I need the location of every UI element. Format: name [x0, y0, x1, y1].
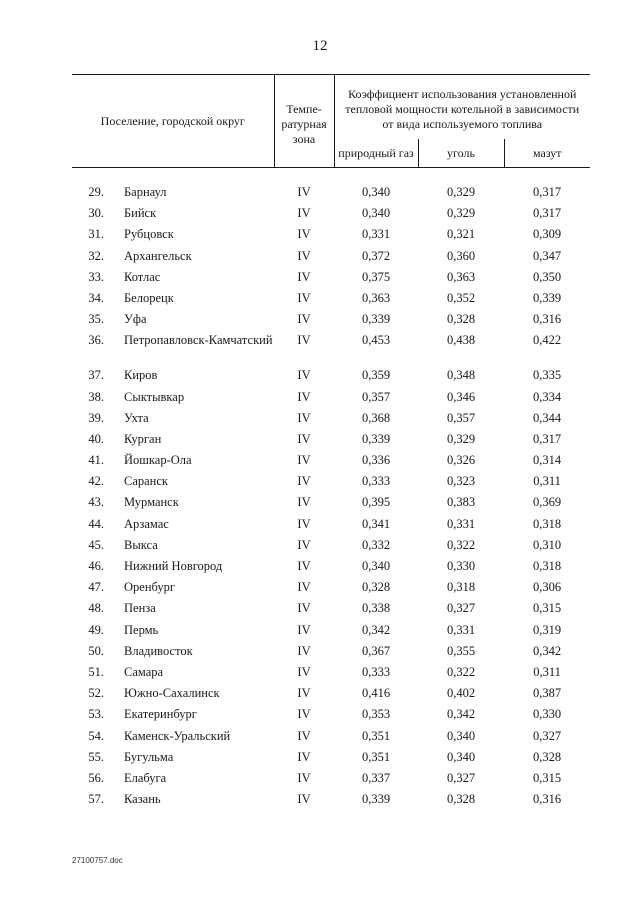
row-number: 45. [88, 537, 104, 552]
settlement-name: Уфа [124, 312, 147, 327]
row-number: 38. [88, 389, 104, 404]
coefficient-coal: 0,357 [446, 410, 476, 425]
temperature-zone: IV [297, 248, 311, 263]
table-row [72, 333, 590, 368]
row-number: 39. [88, 410, 104, 425]
coefficient-oil: 0,317 [532, 185, 562, 199]
row-number: 30. [88, 206, 104, 221]
settlement-name: Каменск-Уральский [124, 728, 231, 743]
settlement-name: Белорецк [124, 290, 174, 305]
row-number: 32. [88, 248, 104, 263]
coefficient-oil: 0,310 [532, 537, 562, 552]
page-number: 12 [312, 38, 328, 54]
temperature-zone: IV [297, 206, 311, 221]
row-number: 46. [88, 559, 104, 573]
settlement-name: Барнаул [124, 185, 167, 199]
row-number: 55. [88, 749, 104, 764]
header-temperature-zone: Темпе-ратурная зона [274, 75, 334, 168]
table-row [72, 411, 590, 432]
table-row [72, 665, 590, 686]
row-number: 54. [88, 728, 104, 743]
table-row [72, 291, 590, 312]
settlement-name: Елабуга [124, 770, 167, 785]
coefficient-gas: 0,372 [361, 248, 391, 263]
coefficient-oil: 0,311 [533, 664, 561, 679]
coefficient-gas: 0,342 [361, 622, 391, 637]
table-row [72, 249, 590, 270]
coefficient-coal: 0,329 [446, 206, 476, 221]
coefficient-coal: 0,402 [446, 686, 476, 701]
settlement-name: Курган [124, 431, 162, 446]
settlement-name: Петропавловск-Камчатский [124, 333, 273, 348]
coefficient-gas: 0,341 [361, 516, 391, 531]
row-number: 34. [88, 290, 104, 305]
row-number: 35. [88, 312, 104, 327]
temperature-zone: IV [297, 516, 311, 531]
coefficient-coal: 0,331 [446, 622, 476, 637]
coefficient-oil: 0,318 [532, 559, 562, 573]
settlement-name: Йошкар-Ола [124, 453, 192, 468]
temperature-zone: IV [297, 410, 311, 425]
settlement-name: Сыктывкар [124, 389, 185, 404]
table-row [72, 453, 590, 474]
temperature-zone: IV [297, 269, 311, 284]
table-row [72, 707, 590, 728]
settlement-name: Рубцовск [124, 227, 174, 242]
coefficient-coal: 0,352 [446, 290, 476, 305]
temperature-zone: IV [297, 643, 311, 658]
settlement-name: Арзамас [124, 516, 169, 531]
settlement-name: Ухта [124, 410, 149, 425]
temperature-zone: IV [297, 792, 311, 807]
coefficient-oil: 0,342 [532, 643, 562, 658]
table-row [72, 601, 590, 622]
coefficient-coal: 0,340 [446, 728, 476, 743]
coefficient-gas: 0,353 [361, 707, 391, 722]
coefficient-gas: 0,332 [361, 537, 391, 552]
header-coefficient: Коэффициент использования установленной тепловой мощности котельной в зависимости от вида используемого топлива [334, 75, 590, 140]
coefficient-coal: 0,340 [446, 749, 476, 764]
temperature-zone: IV [297, 495, 311, 510]
coefficient-gas: 0,333 [361, 474, 391, 489]
row-number: 29. [88, 185, 104, 199]
temperature-zone: IV [297, 664, 311, 679]
row-number: 56. [88, 770, 104, 785]
coefficient-oil: 0,315 [532, 601, 562, 616]
settlement-name: Владивосток [124, 643, 193, 658]
coefficient-coal: 0,438 [446, 333, 476, 348]
coefficient-coal: 0,328 [446, 312, 476, 327]
row-number: 57. [88, 792, 104, 807]
temperature-zone: IV [297, 580, 311, 595]
row-number: 50. [88, 643, 104, 658]
coefficient-table [72, 74, 590, 813]
coefficient-oil: 0,306 [532, 580, 562, 595]
coefficient-coal: 0,327 [446, 770, 476, 785]
coefficient-oil: 0,339 [532, 290, 562, 305]
coefficient-coal: 0,348 [446, 368, 476, 383]
coefficient-gas: 0,340 [361, 559, 391, 573]
coefficient-coal: 0,322 [446, 664, 476, 679]
row-number: 41. [88, 453, 104, 468]
coefficient-oil: 0,318 [532, 516, 562, 531]
table-row [72, 368, 590, 389]
row-number: 33. [88, 269, 104, 284]
coefficient-gas: 0,359 [361, 368, 391, 383]
settlement-name: Выкса [124, 537, 158, 552]
coefficient-coal: 0,355 [446, 643, 476, 658]
temperature-zone: IV [297, 453, 311, 468]
temperature-zone: IV [297, 728, 311, 743]
coefficient-oil: 0,315 [532, 770, 562, 785]
temperature-zone: IV [297, 389, 311, 404]
document-reference: 27100757.doc [72, 856, 123, 865]
settlement-name: Екатеринбург [124, 707, 197, 722]
temperature-zone: IV [297, 559, 311, 573]
coefficient-oil: 0,319 [532, 622, 562, 637]
temperature-zone: IV [297, 601, 311, 616]
coefficient-gas: 0,338 [361, 601, 391, 616]
row-number: 36. [88, 333, 104, 348]
coefficient-oil: 0,330 [532, 707, 562, 722]
coefficient-gas: 0,367 [361, 643, 391, 658]
coefficient-coal: 0,327 [446, 601, 476, 616]
row-number: 47. [88, 580, 104, 595]
coefficient-oil: 0,309 [532, 227, 562, 242]
settlement-name: Казань [124, 792, 161, 807]
coefficient-gas: 0,395 [361, 495, 391, 510]
coefficient-coal: 0,318 [446, 580, 476, 595]
settlement-name: Бийск [124, 206, 157, 221]
table-header [72, 75, 590, 168]
coefficient-oil: 0,347 [532, 248, 562, 263]
coefficient-oil: 0,327 [532, 728, 562, 743]
coefficient-oil: 0,350 [532, 269, 562, 284]
row-number: 44. [88, 516, 104, 531]
coefficient-gas: 0,375 [361, 269, 391, 284]
temperature-zone: IV [297, 312, 311, 327]
table-row [72, 270, 590, 291]
coefficient-gas: 0,339 [361, 431, 391, 446]
coefficient-oil: 0,317 [532, 206, 562, 221]
coefficient-oil: 0,317 [532, 431, 562, 446]
table-row [72, 495, 590, 516]
coefficient-coal: 0,328 [446, 792, 476, 807]
coefficient-coal: 0,363 [446, 269, 476, 284]
table-row [72, 729, 590, 750]
row-number: 48. [88, 601, 104, 616]
coefficient-gas: 0,363 [361, 290, 391, 305]
table-row [72, 390, 590, 411]
temperature-zone: IV [297, 707, 311, 722]
temperature-zone: IV [297, 290, 311, 305]
temperature-zone: IV [297, 185, 311, 199]
table-row [72, 792, 590, 813]
header-settlement: Поселение, городской округ [72, 75, 274, 168]
coefficient-gas: 0,337 [361, 770, 391, 785]
temperature-zone: IV [297, 474, 311, 489]
header-fuel-gas: природный газ [334, 139, 418, 168]
table-row [72, 206, 590, 227]
row-number: 40. [88, 431, 104, 446]
coefficient-oil: 0,328 [532, 749, 562, 764]
coefficient-gas: 0,339 [361, 792, 391, 807]
temperature-zone: IV [297, 333, 311, 348]
coefficient-coal: 0,323 [446, 474, 476, 489]
coefficient-gas: 0,453 [361, 333, 391, 348]
coefficient-oil: 0,344 [532, 410, 562, 425]
settlement-name: Оренбург [124, 580, 176, 595]
row-number: 31. [88, 227, 104, 242]
coefficient-oil: 0,422 [532, 333, 562, 348]
settlement-name: Котлас [124, 269, 161, 284]
temperature-zone: IV [297, 431, 311, 446]
table-row [72, 580, 590, 601]
table-body [72, 168, 590, 814]
temperature-zone: IV [297, 368, 311, 383]
coefficient-coal: 0,329 [446, 185, 476, 199]
settlement-name: Пенза [124, 601, 156, 616]
coefficient-oil: 0,335 [532, 368, 562, 383]
coefficient-gas: 0,336 [361, 453, 391, 468]
coefficient-gas: 0,328 [361, 580, 391, 595]
coefficient-oil: 0,334 [532, 389, 562, 404]
coefficient-coal: 0,329 [446, 431, 476, 446]
coefficient-gas: 0,333 [361, 664, 391, 679]
coefficient-coal: 0,360 [446, 248, 476, 263]
table-row [72, 474, 590, 495]
coefficient-oil: 0,387 [532, 686, 562, 701]
table-row [72, 185, 590, 206]
coefficient-gas: 0,351 [361, 749, 391, 764]
row-number: 51. [88, 664, 104, 679]
coefficient-coal: 0,331 [446, 516, 476, 531]
coefficient-gas: 0,357 [361, 389, 391, 404]
table-row [72, 771, 590, 792]
row-number: 52. [88, 686, 104, 701]
settlement-name: Мурманск [124, 495, 179, 510]
coefficient-gas: 0,331 [361, 227, 391, 242]
coefficient-gas: 0,416 [361, 686, 391, 701]
coefficient-gas: 0,368 [361, 410, 391, 425]
row-number: 49. [88, 622, 104, 637]
table-row [72, 538, 590, 559]
header-fuel-coal: уголь [418, 139, 504, 168]
table-row [72, 750, 590, 771]
coefficient-coal: 0,321 [446, 227, 476, 242]
table-row [72, 432, 590, 453]
table-row [72, 686, 590, 707]
settlement-name: Киров [124, 368, 158, 383]
row-number: 37. [88, 368, 104, 383]
temperature-zone: IV [297, 749, 311, 764]
coefficient-oil: 0,314 [532, 453, 562, 468]
table-row [72, 517, 590, 538]
coefficient-coal: 0,330 [446, 559, 476, 573]
coefficient-gas: 0,351 [361, 728, 391, 743]
coefficient-coal: 0,326 [446, 453, 476, 468]
coefficient-gas: 0,339 [361, 312, 391, 327]
settlement-name: Бугульма [124, 749, 174, 764]
row-number: 53. [88, 707, 104, 722]
table-row [72, 559, 590, 580]
settlement-name: Архангельск [124, 248, 192, 263]
temperature-zone: IV [297, 622, 311, 637]
temperature-zone: IV [297, 227, 311, 242]
temperature-zone: IV [297, 686, 311, 701]
coefficient-coal: 0,346 [446, 389, 476, 404]
header-fuel-oil: мазут [504, 139, 590, 168]
settlement-name: Саранск [124, 474, 168, 489]
coefficient-oil: 0,311 [533, 474, 561, 489]
table-row [72, 644, 590, 665]
coefficient-coal: 0,342 [446, 707, 476, 722]
settlement-name: Пермь [124, 622, 159, 637]
table-row [72, 312, 590, 333]
coefficient-oil: 0,369 [532, 495, 562, 510]
coefficient-oil: 0,316 [532, 312, 562, 327]
row-number: 43. [88, 495, 104, 510]
row-number: 42. [88, 474, 104, 489]
table-row [72, 623, 590, 644]
table-row [72, 227, 590, 248]
settlement-name: Южно-Сахалинск [124, 686, 220, 701]
coefficient-gas: 0,340 [361, 185, 391, 199]
coefficient-coal: 0,383 [446, 495, 476, 510]
coefficient-gas: 0,340 [361, 206, 391, 221]
header-spacer [72, 168, 590, 186]
settlement-name: Нижний Новгород [124, 559, 223, 573]
temperature-zone: IV [297, 537, 311, 552]
coefficient-oil: 0,316 [532, 792, 562, 807]
settlement-name: Самара [124, 664, 164, 679]
temperature-zone: IV [297, 770, 311, 785]
coefficient-coal: 0,322 [446, 537, 476, 552]
